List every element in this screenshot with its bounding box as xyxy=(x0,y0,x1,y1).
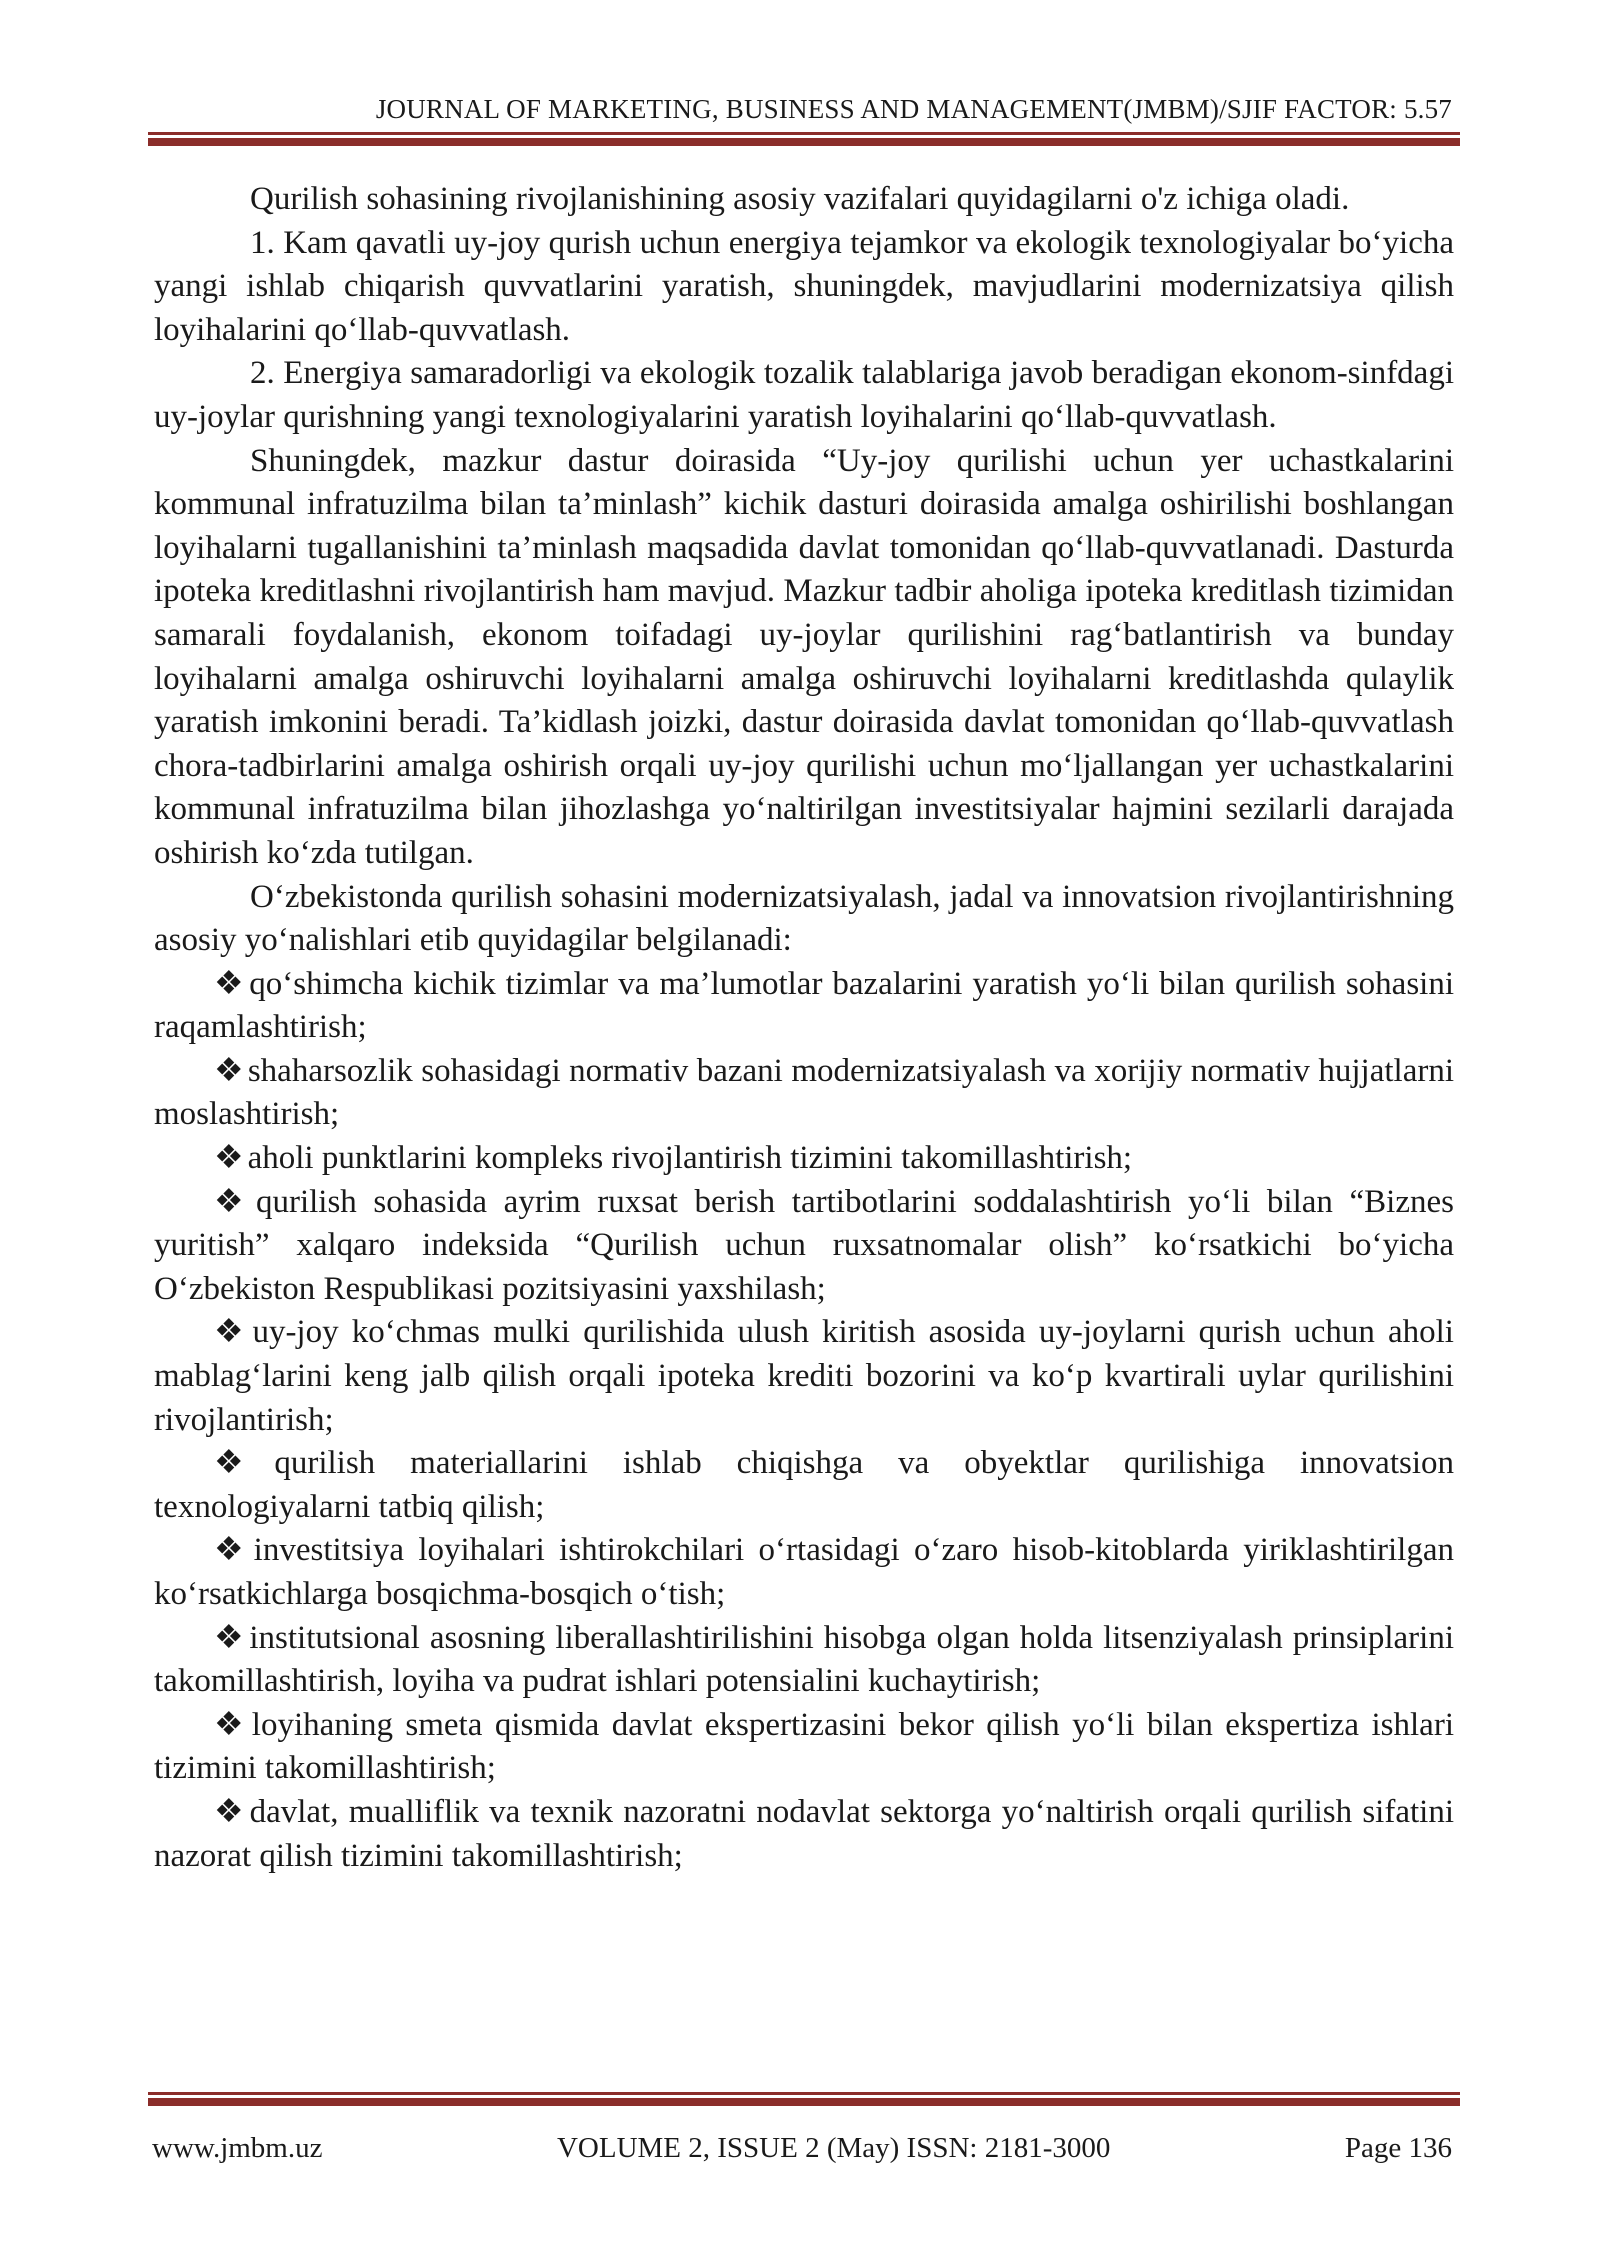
bullet-item: ❖ institutsional asosning liberallashtirilishini hisobga olgan holda litsenziyalash prinsiplarini takomillashtirish, loyiha va pudrat ishlari potensialini kuchaytirish; xyxy=(154,1617,1454,1704)
bullet-item: ❖ aholi punktlarini kompleks rivojlantirish tizimini takomillashtirish; xyxy=(154,1137,1454,1181)
body-paragraph: Qurilish sohasining rivojlanishining asosiy vazifalari quyidagilarni o'z ichiga oladi. xyxy=(250,181,1350,217)
footer-volume: VOLUME 2, ISSUE 2 (May) ISSN: 2181-3000 xyxy=(556,2132,1111,2164)
journal-header: JOURNAL OF MARKETING, BUSINESS AND MANAGEMENT(JMBM)/SJIF FACTOR: 5.57 xyxy=(375,94,1452,124)
bullet-item: ❖ qo‘shimcha kichik tizimlar va ma’lumotlar bazalarini yaratish yo‘li bilan qurilish sohasini raqamlashtirish; xyxy=(154,963,1454,1050)
bullet-item: ❖ uy-joy ko‘chmas mulki qurilishida ulush kiritish asosida uy-joylarni qurish uchun aholi mablag‘larini keng jalb qilish orqali ipoteka krediti bozorini va ko‘p kvartirali uylar qurilishini rivojlantirish; xyxy=(154,1311,1454,1442)
page-footer xyxy=(152,2132,1452,2165)
footer-website: www.jmbm.uz xyxy=(152,2132,323,2164)
bullet-item: ❖ loyihaning smeta qismida davlat ekspertizasini bekor qilish yo‘li bilan ekspertiza ishlari tizimini takomillashtirish; xyxy=(154,1704,1454,1791)
bullet-item: ❖ qurilish sohasida ayrim ruxsat berish tartibotlarini soddalashtirish yo‘li bilan “Biznes yuritish” xalqaro indeksida “Qurilish uchun ruxsatnomalar olish” ko‘rsatkichi bo‘yicha O‘zbekiston Respublikasi pozitsiyasini yaxshilash; xyxy=(154,1181,1454,1312)
bullet-item: ❖ qurilish materiallarini ishlab chiqishga va obyektlar qurilishiga innovatsion texnologiyalarni tatbiq qilish; xyxy=(154,1442,1454,1529)
header-rule-thin xyxy=(148,132,1460,135)
body-paragraph: 2. Energiya samaradorligi va ekologik tozalik talablariga javob beradigan ekonom-sinfdagi uy-joylar qurishning yangi texnologiyalarini yaratish loyihalarini qo‘llab-quvvatlash. xyxy=(154,355,1454,435)
article-body xyxy=(154,178,1454,1878)
footer-rule-thick xyxy=(148,2098,1460,2106)
bullet-item: ❖ investitsiya loyihalari ishtirokchilari o‘rtasidagi o‘zaro hisob-kitoblarda yiriklashtirilgan ko‘rsatkichlarga bosqichma-bosqich o‘tish; xyxy=(154,1529,1454,1616)
footer-rule-thin xyxy=(148,2092,1460,2095)
footer-page-number: Page 136 xyxy=(1344,2132,1452,2164)
header-rule-thick xyxy=(148,138,1460,146)
bullet-item: ❖ davlat, mualliflik va texnik nazoratni nodavlat sektorga yo‘naltirish orqali qurilish sifatini nazorat qilish tizimini takomillashtirish; xyxy=(154,1791,1454,1878)
bullet-item: ❖ shaharsozlik sohasidagi normativ bazani modernizatsiyalash va xorijiy normativ hujjatlarni moslashtirish; xyxy=(154,1050,1454,1137)
body-paragraph: Shuningdek, mazkur dastur doirasida “Uy-joy qurilishi uchun yer uchastkalarini kommunal infratuzilma bilan ta’minlash” kichik dasturi doirasida amalga oshirilishi boshlangan loyihalarni tugallanishini ta’minlash maqsadida davlat tomonidan qo‘llab-quvvatlanadi. Dasturda ipoteka kreditlashni rivojlantirish ham mavjud. Mazkur tadbir aholiga ipoteka kreditlash tizimidan samarali foydalanish, ekonom toifadagi uy-joylar qurilishini rag‘batlantirish va bunday loyihalarni amalga oshiruvchi loyihalarni amalga oshiruvchi loyihalarni kreditlashda qulaylik yaratish imkonini beradi. Ta’kidlash joizki, dastur doirasida davlat tomonidan qo‘llab-quvvatlash chora-tadbirlarini amalga oshirish orqali uy-joy qurilishi uchun mo‘ljallangan yer uchastkalarini kommunal infratuzilma bilan jihozlashga yo‘naltirilgan investitsiyalar hajmini sezilarli darajada oshirish ko‘zda tutilgan. xyxy=(154,442,1454,871)
body-paragraph: 1. Kam qavatli uy-joy qurish uchun energiya tejamkor va ekologik texnologiyalar bo‘yicha yangi ishlab chiqarish quvvatlarini yaratish, shuningdek, mavjudlarini modernizatsiya qilish loyihalarini qo‘llab-quvvatlash. xyxy=(154,224,1454,348)
body-paragraph: O‘zbekistonda qurilish sohasini modernizatsiyalash, jadal va innovatsion rivojlantirishning asosiy yo‘nalishlari etib quyidagilar belgilanadi: xyxy=(154,878,1454,959)
